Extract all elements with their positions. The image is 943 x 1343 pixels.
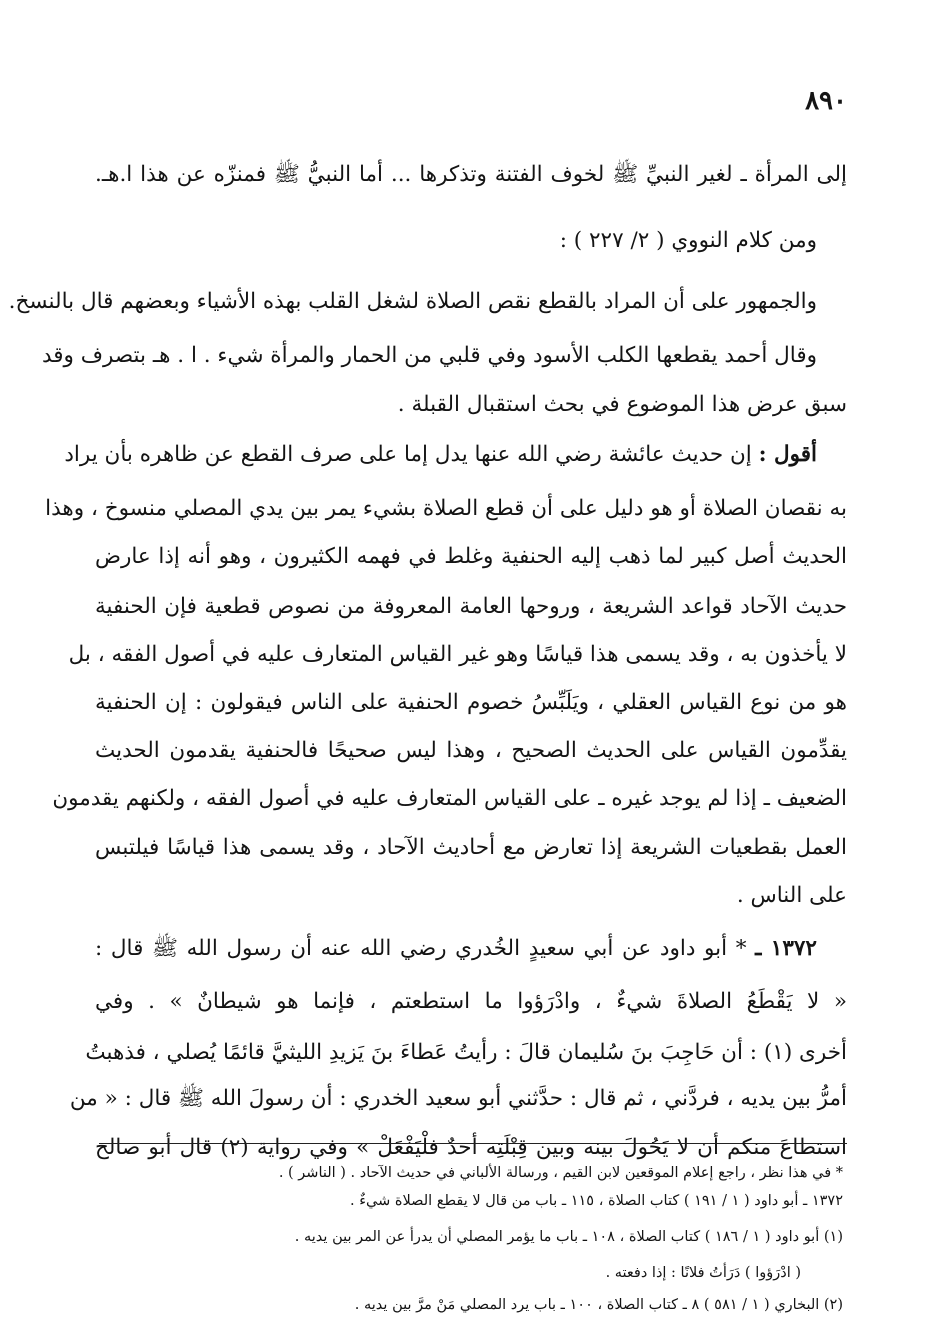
footnote-hadith-source: ١٣٧٢ ـ أبو داود ( ١ / ١٩١ ) كتاب الصلاة ، ١١٥ ـ باب من قال لا يقطع الصلاة شيءٌ . <box>350 1193 843 1209</box>
footnote-gloss: ( ادْرَؤوا ) دَرَأتُ فلانًا : إذا دفعته . <box>605 1265 801 1281</box>
text-line-6-body: إن حديث عائشة رضي الله عنها يدل إما على صرف القطع عن ظاهره بأن يراد <box>64 442 752 467</box>
text-line-7: به نقصان الصلاة أو هو دليل على أن قطع الصلاة بشيء يمر بين يدي المصلي منسوخ ، وهذا <box>45 496 847 521</box>
text-line-6 <box>64 438 817 474</box>
text-line-18: أخرى (١) : أن حَاجِبَ بنَ سُليمان قالَ : رأيتُ عَطاءَ بنَ يَزيدِ الليثيَّ قائمًا يُصلي ، فذهبتُ <box>85 1040 847 1065</box>
text-line-13: الضعيف ـ إذا لم يوجد غيره ـ على القياس المتعارف عليه في أصول الفقه ، ولكنهم يقدمون <box>52 786 847 811</box>
text-line-1: إلى المرأة ـ لغير النبيِّ ﷺ لخوف الفتنة وتذكرها ... أما النبيُّ ﷺ فمنزّه عن هذا ا.هـ. <box>95 162 847 187</box>
footnote-1: (١) أبو داود ( ١ / ١٨٦ ) كتاب الصلاة ، ١٠٨ ـ باب ما يؤمر المصلي أن يدرأ عن المر بين يديه . <box>294 1229 843 1245</box>
footnote-divider <box>99 1143 847 1144</box>
text-line-15: على الناس . <box>736 883 847 908</box>
text-line-11: هو من نوع القياس العقلي ، ويَلَبِّسُ خصوم الحنفية على الناس فيقولون : إن الحنفية <box>95 690 847 715</box>
hadith-number: ١٣٧٢ ـ <box>755 936 817 961</box>
lead-word: أقول : <box>758 442 817 467</box>
footnote-publisher: * في هذا نظر ، راجع إعلام الموقعين لابن القيم ، ورسالة الألباني في حديث الآحاد . ( الناشر ) . <box>278 1165 843 1181</box>
text-line-5: سبق عرض هذا الموضوع في بحث استقبال القبلة . <box>397 392 847 417</box>
text-line-9: حديث الآحاد قواعد الشريعة ، وروحها العامة المعروفة من نصوص قطعية فإن الحنفية <box>95 594 847 619</box>
text-line-17: « لا يَقْطَعُ الصلاةَ شيءٌ ، وادْرَؤوا ما استطعتم ، فإنما هو شيطانٌ » . وفي <box>95 989 847 1014</box>
text-line-19: أمرُّ بين يديه ، فردَّني ، ثم قال : حدَّثني أبو سعيد الخدري : أن رسولَ الله ﷺ قال : « من <box>69 1086 847 1111</box>
text-line-8: الحديث أصل كبير لما ذهب إليه الحنفية وغلط في فهمه الكثيرون ، وهو أنه إذا عارض <box>95 544 847 569</box>
text-line-10: لا يأخذون به ، وقد يسمى هذا قياسًا وهو غير القياس المتعارف عليه في أصول الفقه ، بل <box>68 642 847 667</box>
page-number: ٨٩٠ <box>805 86 847 116</box>
text-line-3: والجمهور على أن المراد بالقطع نقص الصلاة لشغل القلب بهذه الأشياء وبعضهم قال بالنسخ. <box>8 289 817 314</box>
footnote-2: (٢) البخاري ( ١ / ٥٨١ ) ٨ ـ كتاب الصلاة ، ١٠٠ ـ باب يرد المصلي مَنْ مرَّ بين يديه . <box>354 1297 843 1313</box>
text-line-14: العمل بقطعيات الشريعة إذا تعارض مع أحاديث الآحاد ، وقد يسمى هذا قياسًا فيلتبس <box>95 835 847 860</box>
text-line-12: يقدِّمون القياس على الحديث الصحيح ، وهذا ليس صحيحًا فالحنفية يقدمون الحديث <box>95 738 847 763</box>
text-line-16 <box>95 932 817 968</box>
text-line-20: استطاعَ منكم أن لا يَحُولَ بينه وبين قِبْلَتِه أحدٌ فلْيَفْعَلْ » وفي رواية (٢) قال أبو صالح <box>95 1135 848 1160</box>
text-line-16-body: * أبو داود عن أبي سعيدٍ الخُدري رضي الله عنه أن رسول الله ﷺ قال : <box>95 936 747 961</box>
text-line-2: ومن كلام النووي ( ٢/ ٢٢٧ ) : <box>559 228 817 253</box>
text-line-4: وقال أحمد يقطعها الكلب الأسود وفي قلبي من الحمار والمرأة شيء . ا . هـ بتصرف وقد <box>41 343 817 368</box>
